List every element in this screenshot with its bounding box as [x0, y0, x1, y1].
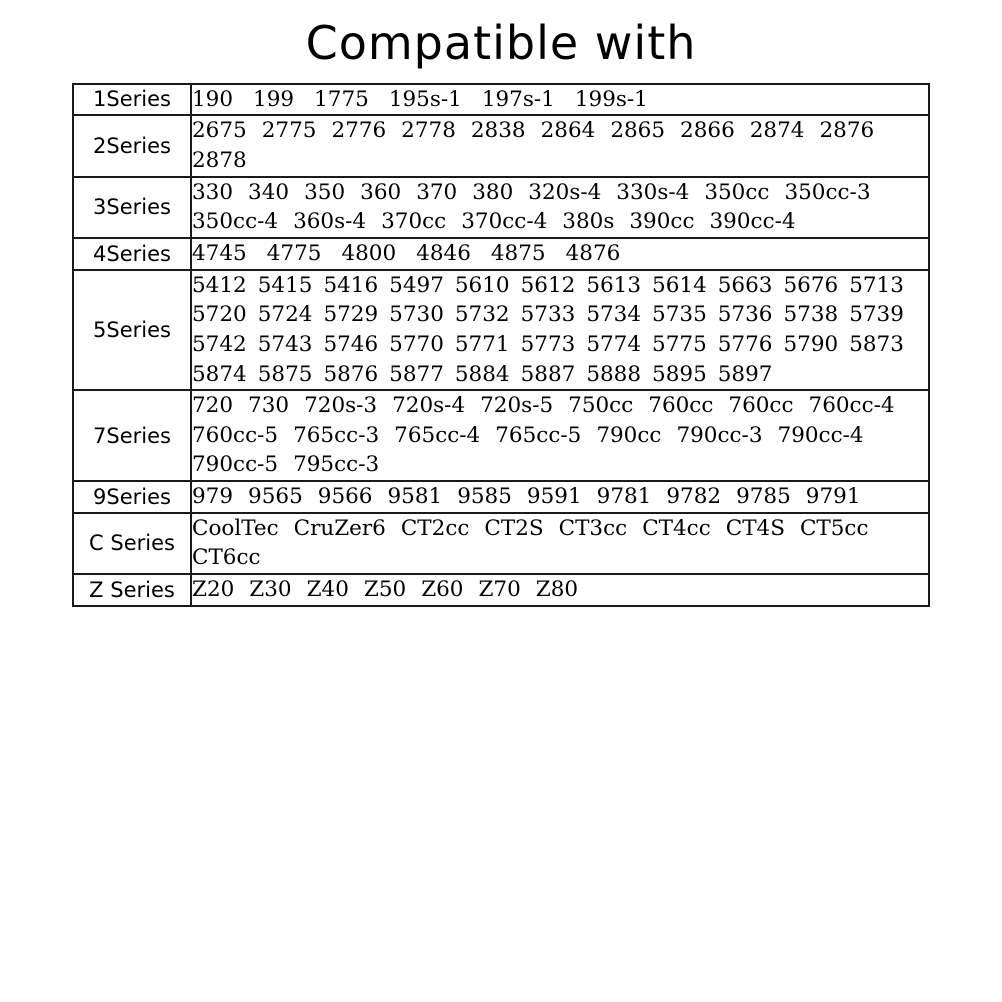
- model-number: 5735: [652, 302, 707, 328]
- model-number: 5887: [520, 361, 576, 387]
- model-number: CT4cc: [642, 515, 711, 541]
- model-number: 197s-1: [481, 86, 555, 112]
- table-row: [73, 84, 929, 116]
- model-number: CT2S: [484, 515, 544, 541]
- model-number: 5897: [717, 361, 773, 387]
- model-number: 5873: [849, 331, 904, 357]
- model-number: Z30: [249, 577, 292, 603]
- model-number: 730: [248, 393, 290, 419]
- table-row: [73, 270, 929, 391]
- table-row: [73, 513, 929, 574]
- model-number: 9565: [248, 484, 303, 510]
- model-number: 5773: [520, 331, 576, 357]
- model-number: 330s-4: [616, 179, 690, 205]
- model-number: 5746: [323, 331, 379, 357]
- model-number: 5730: [389, 302, 444, 328]
- model-number: 2775: [261, 118, 317, 144]
- model-number: 750cc: [568, 393, 634, 419]
- model-number: 2865: [610, 118, 666, 144]
- model-number: 350cc: [704, 179, 770, 205]
- model-number: CoolTec: [192, 515, 279, 541]
- model-number: 5770: [389, 331, 444, 357]
- model-number: 720s-3: [304, 393, 378, 419]
- model-number: 4876: [565, 240, 621, 266]
- model-number: 5614: [652, 272, 707, 298]
- model-number: 9791: [805, 484, 861, 510]
- model-number: 790cc-4: [777, 422, 864, 448]
- model-number: 4800: [341, 240, 397, 266]
- model-number: 5895: [652, 361, 707, 387]
- model-number: 370cc: [381, 209, 447, 235]
- model-number: 340: [248, 179, 290, 205]
- model-number: Z80: [535, 577, 579, 603]
- model-number: 5875: [257, 361, 313, 387]
- model-number: 2878: [192, 147, 247, 173]
- model-number: 2864: [540, 118, 596, 144]
- model-number: 760cc: [728, 393, 794, 419]
- model-number: 5877: [389, 361, 444, 387]
- model-number: 350cc-3: [784, 179, 871, 205]
- model-number: CT6cc: [192, 545, 261, 571]
- table-row: [73, 238, 929, 270]
- model-number: 2876: [819, 118, 875, 144]
- model-number: 765cc-4: [394, 422, 481, 448]
- model-number: 765cc-3: [293, 422, 380, 448]
- model-number: 5888: [586, 361, 642, 387]
- table-row: [73, 115, 929, 176]
- model-list: [191, 270, 929, 391]
- model-number: 370: [416, 179, 458, 205]
- model-number: 9785: [736, 484, 791, 510]
- model-number: 4875: [490, 240, 546, 266]
- model-list: [191, 481, 929, 513]
- table-row: [73, 177, 929, 238]
- model-number: 5775: [652, 331, 707, 357]
- model-list: [191, 513, 929, 574]
- series-label: 5Series: [73, 270, 191, 391]
- table-row: [73, 390, 929, 481]
- model-number: 380: [472, 179, 514, 205]
- page-title: Compatible with: [305, 16, 697, 70]
- model-number: 5742: [192, 331, 247, 357]
- model-number: 5415: [257, 272, 313, 298]
- model-number: 5884: [454, 361, 510, 387]
- model-number: 5734: [586, 302, 642, 328]
- model-number: 5874: [192, 361, 247, 387]
- model-list: [191, 177, 929, 238]
- model-number: 360: [360, 179, 402, 205]
- model-number: 790cc-3: [676, 422, 763, 448]
- model-number: Z50: [363, 577, 407, 603]
- model-number: 720s-5: [480, 393, 554, 419]
- compatibility-table: [72, 83, 930, 607]
- model-number: 5720: [192, 302, 247, 328]
- model-number: 5733: [520, 302, 576, 328]
- model-number: 350cc-4: [192, 209, 279, 235]
- model-number: 350: [304, 179, 346, 205]
- model-number: 5610: [454, 272, 510, 298]
- model-list: [191, 390, 929, 481]
- model-list: [191, 574, 929, 606]
- model-number: 5776: [717, 331, 773, 357]
- model-number: CT5cc: [799, 515, 869, 541]
- model-number: 195s-1: [388, 86, 462, 112]
- model-number: 5739: [849, 302, 904, 328]
- model-number: 370cc-4: [461, 209, 548, 235]
- model-number: 1775: [314, 86, 369, 112]
- series-label: 7Series: [73, 390, 191, 481]
- model-number: 790cc: [596, 422, 662, 448]
- model-number: Z70: [478, 577, 521, 603]
- model-number: 5497: [389, 272, 444, 298]
- table-row: [73, 574, 929, 606]
- model-number: 5613: [586, 272, 642, 298]
- model-number: 199: [253, 86, 295, 112]
- model-number: 390cc-4: [709, 209, 796, 235]
- compatibility-table-wrapper: [72, 83, 930, 607]
- model-number: 765cc-5: [495, 422, 582, 448]
- model-number: 5771: [454, 331, 510, 357]
- model-number: 2866: [680, 118, 735, 144]
- model-number: 5416: [323, 272, 379, 298]
- model-number: 5676: [783, 272, 839, 298]
- model-number: 9585: [457, 484, 512, 510]
- model-number: 5732: [454, 302, 510, 328]
- series-label: Z Series: [73, 574, 191, 606]
- model-list: [191, 115, 929, 176]
- model-number: 390cc: [629, 209, 695, 235]
- model-number: CT4S: [725, 515, 785, 541]
- model-number: 4775: [266, 240, 322, 266]
- model-number: 5724: [257, 302, 313, 328]
- model-number: 795cc-3: [293, 452, 380, 478]
- model-number: 9566: [317, 484, 373, 510]
- model-number: 199s-1: [574, 86, 648, 112]
- model-list: [191, 84, 929, 116]
- model-number: 2675: [192, 118, 247, 144]
- model-number: 720: [192, 393, 234, 419]
- model-number: 4745: [192, 240, 247, 266]
- model-number: 380s: [562, 209, 615, 235]
- model-number: Z60: [421, 577, 464, 603]
- model-number: 720s-4: [392, 393, 466, 419]
- model-number: 5663: [717, 272, 773, 298]
- series-label: 1Series: [73, 84, 191, 116]
- series-label: 9Series: [73, 481, 191, 513]
- model-number: 5729: [323, 302, 379, 328]
- model-number: 330: [192, 179, 234, 205]
- model-number: 5612: [520, 272, 576, 298]
- series-label: 2Series: [73, 115, 191, 176]
- model-number: 2838: [470, 118, 526, 144]
- model-number: 4846: [416, 240, 471, 266]
- model-number: Z20: [192, 577, 235, 603]
- series-label: C Series: [73, 513, 191, 574]
- model-number: 790cc-5: [192, 452, 279, 478]
- compatibility-table-body: [73, 84, 929, 606]
- series-label: 3Series: [73, 177, 191, 238]
- model-number: 190: [192, 86, 234, 112]
- model-number: 5774: [586, 331, 642, 357]
- model-number: 2776: [331, 118, 387, 144]
- model-number: CruZer6: [293, 515, 386, 541]
- model-number: 360s-4: [293, 209, 367, 235]
- model-number: 760cc-5: [192, 422, 279, 448]
- model-number: 2778: [401, 118, 456, 144]
- model-number: 5790: [783, 331, 839, 357]
- model-number: 5743: [257, 331, 313, 357]
- model-list: [191, 238, 929, 270]
- model-number: 9782: [666, 484, 722, 510]
- model-number: 5876: [323, 361, 379, 387]
- model-number: 9781: [596, 484, 652, 510]
- model-number: 5738: [783, 302, 839, 328]
- series-label: 4Series: [73, 238, 191, 270]
- model-number: 760cc: [648, 393, 714, 419]
- model-number: 2874: [749, 118, 805, 144]
- model-number: 5412: [192, 272, 247, 298]
- model-number: 5713: [849, 272, 904, 298]
- model-number: 9591: [526, 484, 582, 510]
- model-number: CT2cc: [400, 515, 470, 541]
- model-number: 9581: [387, 484, 443, 510]
- model-number: 760cc-4: [808, 393, 895, 419]
- table-row: [73, 481, 929, 513]
- model-number: 5736: [717, 302, 773, 328]
- model-number: CT3cc: [558, 515, 628, 541]
- model-number: Z40: [306, 577, 349, 603]
- model-number: 979: [192, 484, 234, 510]
- model-number: 320s-4: [528, 179, 602, 205]
